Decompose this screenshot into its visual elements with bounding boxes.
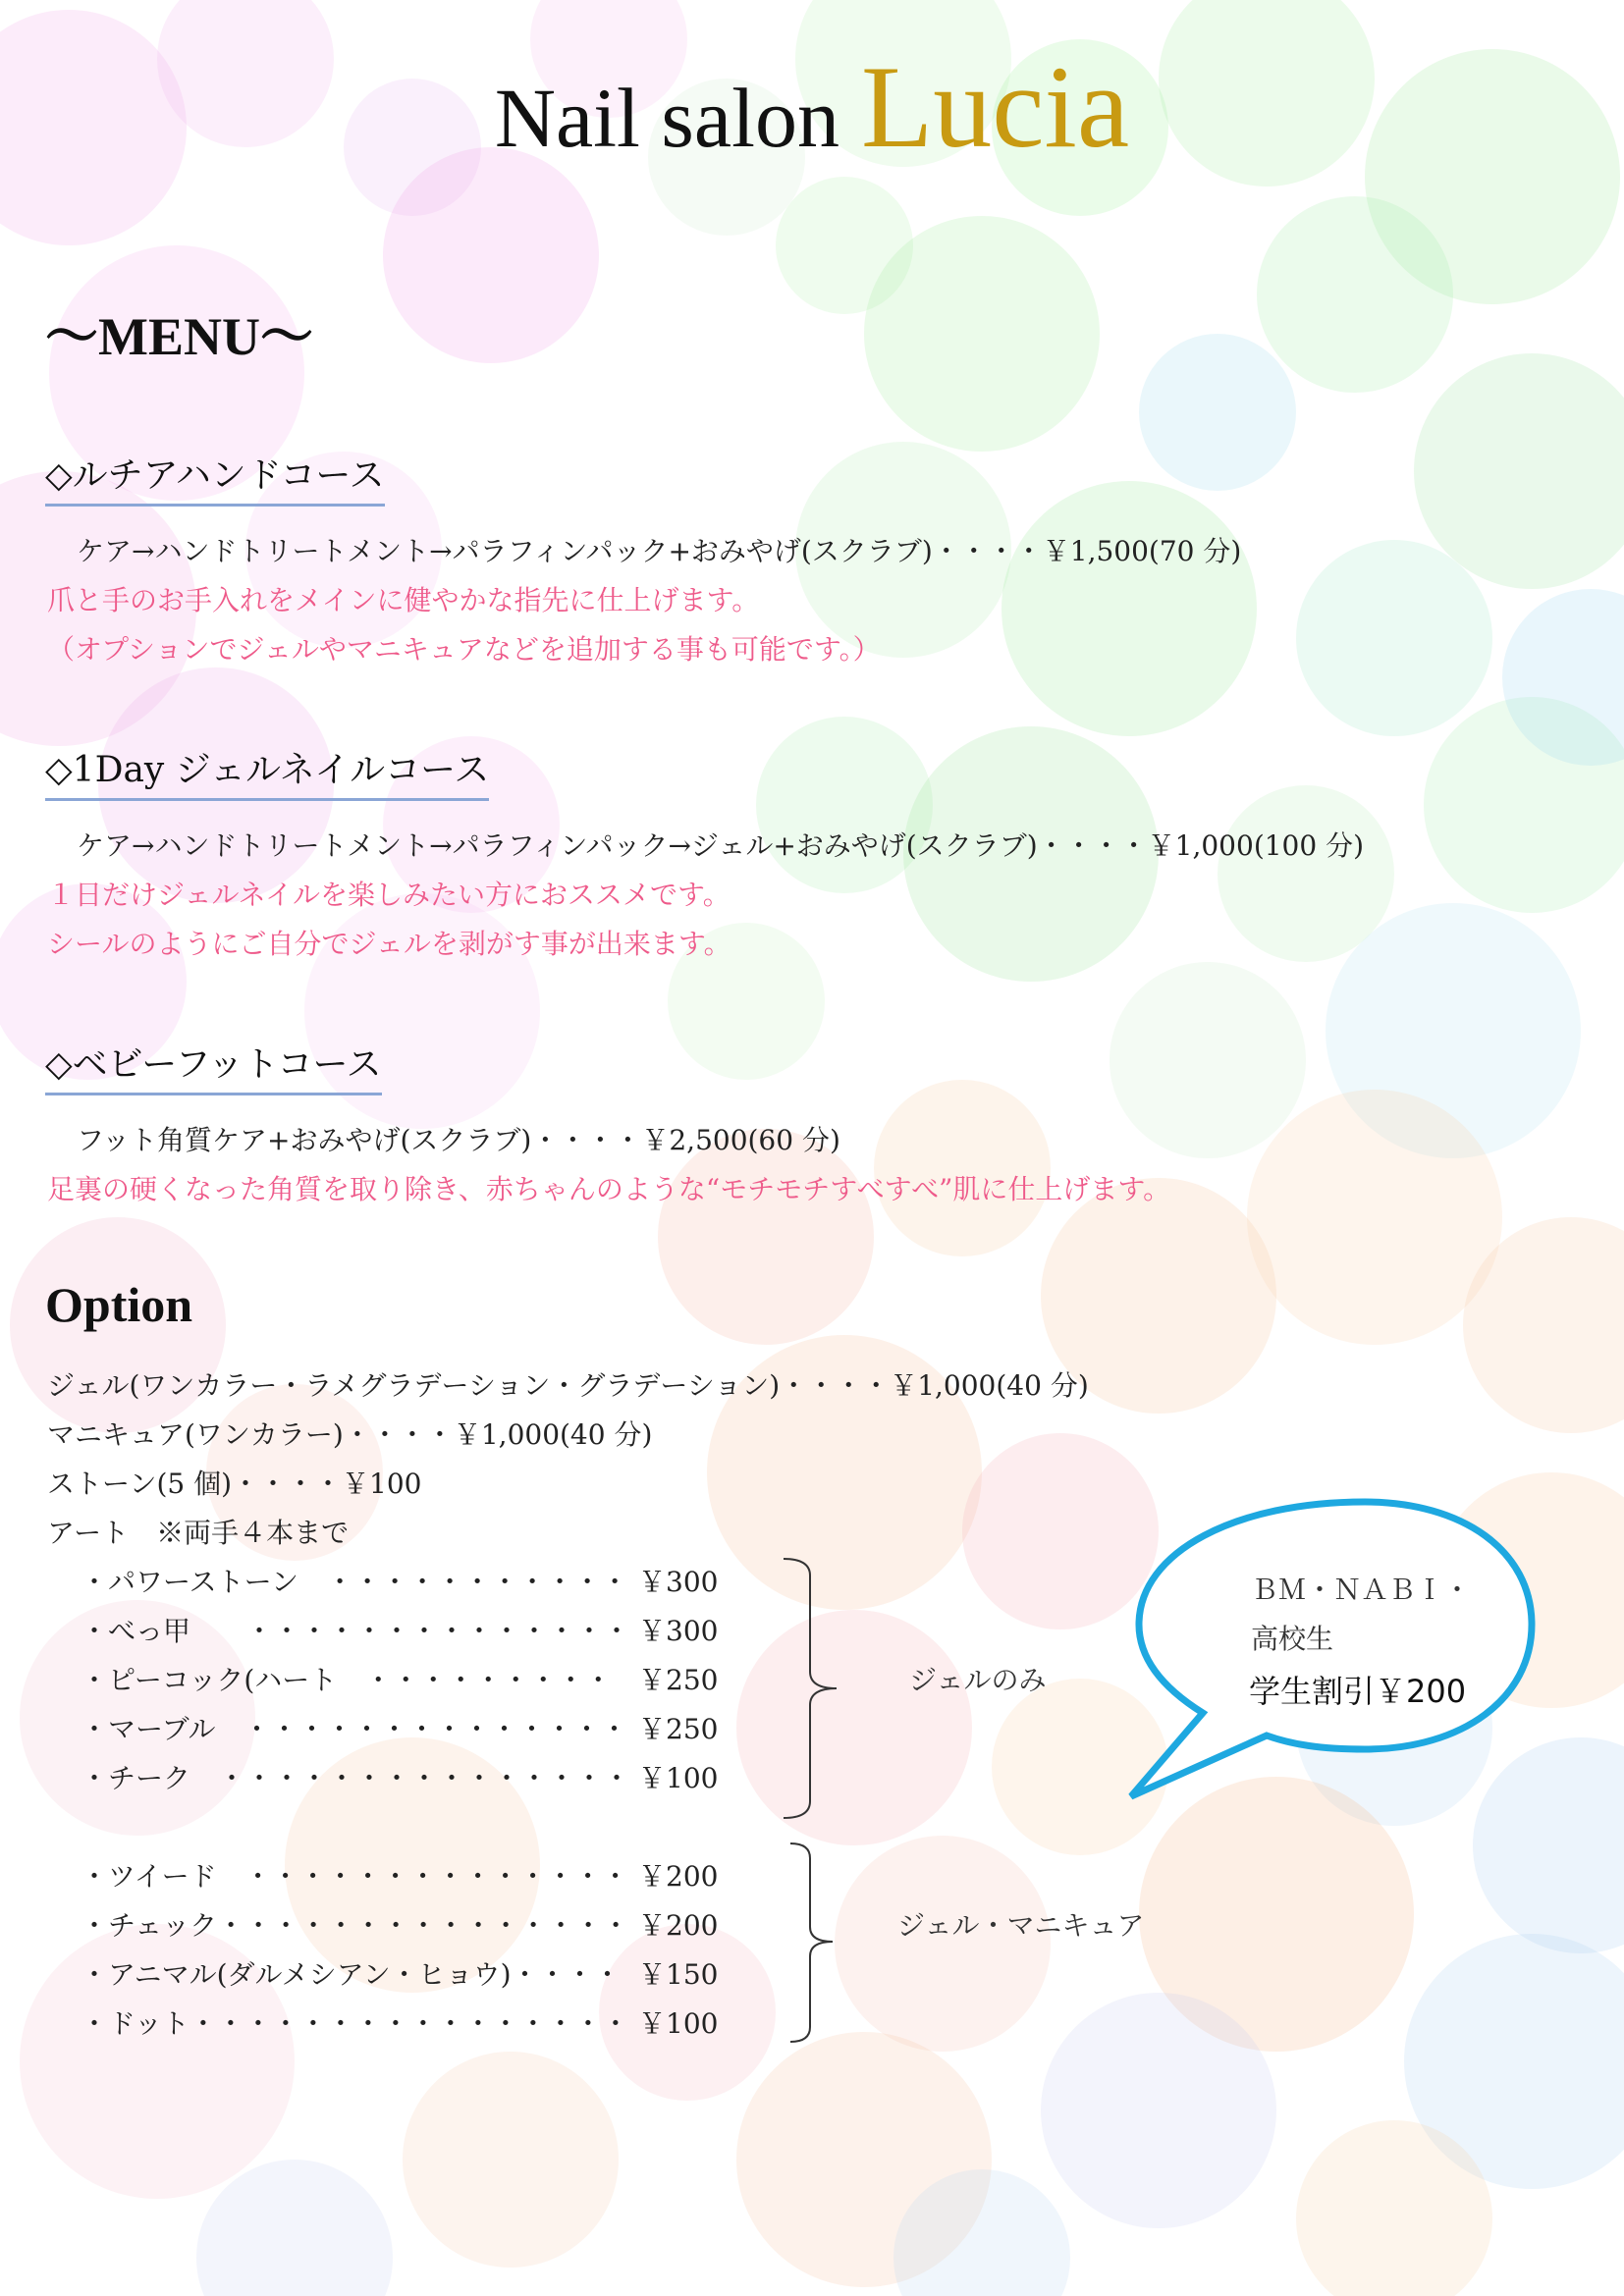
art-item-dots: ・・・・・・・・・・・ [326,1566,629,1598]
group-label-gel-only: ジェルのみ [909,1664,1047,1696]
option-item-stone: ストーン(5 個)・・・・￥100 [47,1468,422,1500]
course-detail-baby-foot: フット角質ケア+おみやげ(スクラブ)・・・・￥2,500(60 分) [77,1124,840,1156]
art-item-name: ・アニマル(ダルメシアン・ヒョウ) [81,1958,512,1991]
option-item-art: アート ※両手４本まで [47,1517,350,1549]
art-item-dots: ・・・・ [511,1958,622,1991]
course-detail-hand: ケア→ハンドトリートメント→パラフィンパック+おみやげ(スクラブ)・・・・￥1,500(70 分) [77,535,1242,567]
art-item [81,1953,622,1993]
title-brand: Lucia [860,41,1130,172]
art-item-price: ￥300 [638,1615,719,1647]
bubble-line-2: 高校生 [1251,1623,1334,1655]
brace-gel-only [776,1556,844,1821]
art-item-dots: ・・・・・・・・・・・・・・・・ [189,2007,629,2040]
course-heading-1day-gel: ◇1Day ジェルネイルコース [45,742,489,801]
art-item-name: ・マーブル [81,1713,216,1745]
menu-heading: ～MENU～ [45,307,313,366]
art-item-name: ・ピーコック(ハート [81,1664,338,1696]
art-item-dots: ・・・・・・・・・ [364,1664,613,1696]
course-detail-1day-gel: ケア→ハンドトリートメント→パラフィンパック→ジェル+おみやげ(スクラブ)・・・・￥1,000(100 分) [77,829,1365,862]
art-item-dots: ・・・・・・・・・・・・・・・ [218,1762,631,1794]
art-item [81,1855,629,1895]
title-plain: Nail salon [494,71,839,165]
art-item-price: ￥150 [638,1958,719,1991]
art-item-dots: ・・・・・・・・・・・・・・ [244,1860,629,1893]
art-item-price: ￥250 [638,1664,719,1696]
brace-gel-manicure [785,1841,844,2047]
art-item-dots: ・・・・・・・・・・・・・・・ [217,1909,630,1942]
option-heading: Option [45,1277,193,1332]
art-item-price: ￥300 [638,1566,719,1598]
art-item-name: ・パワーストーン [81,1566,299,1598]
group-label-gel-manicure: ジェル・マニキュア [897,1909,1145,1942]
art-item-name: ・べっ甲 [81,1615,191,1647]
art-item [81,1708,628,1747]
art-item-price: ￥250 [638,1713,719,1745]
art-item [81,1904,629,1944]
art-item-price: ￥100 [638,2007,719,2040]
course-heading-hand: ◇ルチアハンドコース [45,448,385,507]
course-note-baby-foot-1: 足裏の硬くなった角質を取り除き、赤ちゃんのような“モチモチすべすべ”肌に仕上げます。 [47,1173,1171,1205]
art-item-price: ￥100 [638,1762,719,1794]
art-item [81,1610,630,1649]
art-item [81,1659,612,1698]
art-item-price: ￥200 [638,1909,719,1942]
course-note-hand-1: 爪と手のお手入れをメインに健やかな指先に仕上げます。 [47,584,760,616]
course-note-1day-gel-2: シールのようにご自分でジェルを剥がす事が出来ます。 [47,928,731,960]
art-item-name: ・ツイード [81,1860,217,1893]
course-note-hand-2: （オプションでジェルやマニキュアなどを追加する事も可能です。） [47,633,881,666]
art-item-dots: ・・・・・・・・・・・・・・ [245,1615,631,1647]
art-item-dots: ・・・・・・・・・・・・・・ [243,1713,628,1745]
bubble-line-1: ＢＭ・ＮＡＢＩ・ [1251,1574,1472,1606]
art-item-price: ￥200 [638,1860,719,1893]
art-item [81,1757,630,1796]
course-heading-baby-foot: ◇ベビーフットコース [45,1037,382,1095]
art-item [81,1561,628,1600]
art-item [81,2002,629,2042]
art-item-name: ・ドット [81,2007,189,2040]
course-note-1day-gel-1: １日だけジェルネイルを楽しみたい方におススメです。 [47,879,731,911]
page-title [0,39,1624,175]
art-item-name: ・チェック [81,1909,218,1942]
bubble-discount: 学生割引￥200 [1249,1673,1467,1710]
art-item-name: ・チーク [81,1762,191,1794]
option-item-gel: ジェル(ワンカラー・ラメグラデーション・グラデーション)・・・・￥1,000(40 分) [47,1369,1089,1402]
option-item-manicure: マニキュア(ワンカラー)・・・・￥1,000(40 分) [47,1418,653,1451]
